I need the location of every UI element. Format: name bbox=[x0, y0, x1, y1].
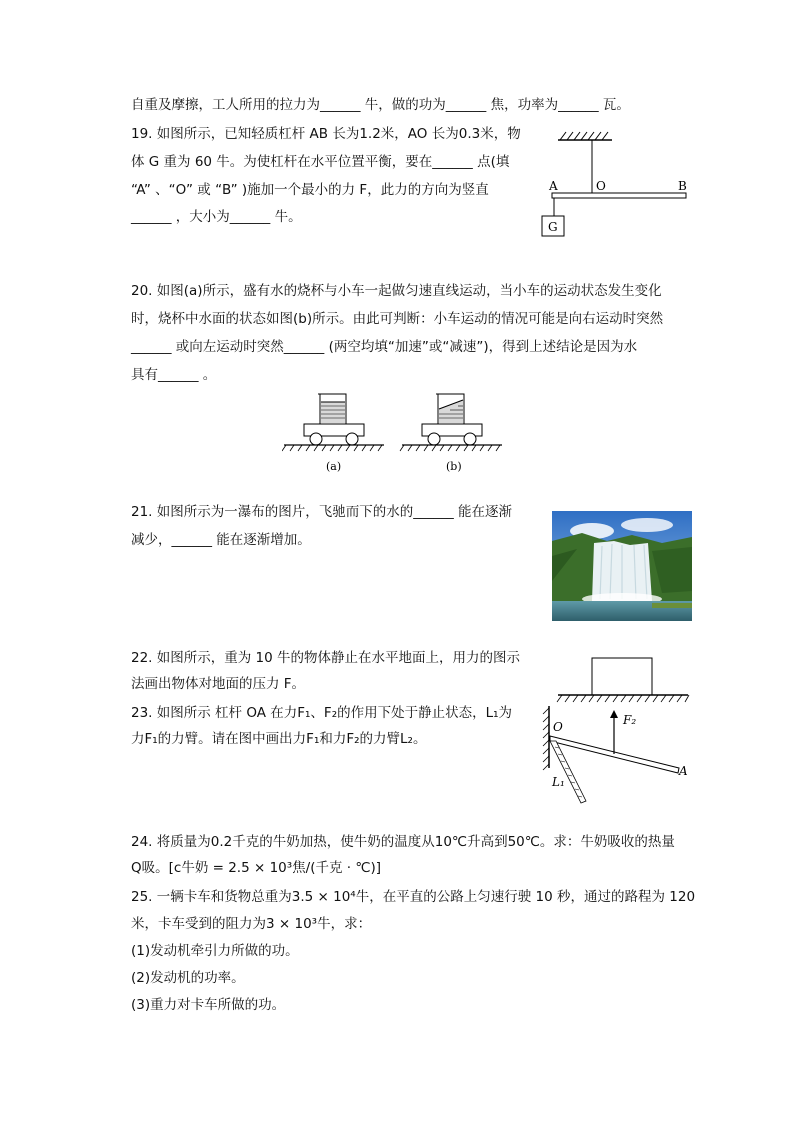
label-a: A bbox=[679, 764, 688, 778]
q23-line1: 23. 如图所示 杠杆 OA 在力F₁、F₂的作用下处于静止状态，L₁为 bbox=[131, 705, 513, 721]
q20-line1: 20. 如图(a)所示，盛有水的烧杯与小车一起做匀速直线运动，当小车的运动状态发生变化 bbox=[131, 283, 662, 299]
q19-line2: 体 G 重为 60 牛。为使杠杆在水平位置平衡，要在______ 点(填 bbox=[131, 154, 510, 170]
label-a: A bbox=[549, 179, 558, 193]
q25-line1: 25. 一辆卡车和货物总重为3.5 × 10⁴牛，在平直的公路上匀速行驶 10 秒，通过的路程为 120 bbox=[131, 889, 696, 905]
q25-line2: 米，卡车受到的阻力为3 × 10³牛，求： bbox=[131, 916, 372, 932]
q24-line1: 24. 将质量为0.2千克的牛奶加热，使牛奶的温度从10℃升高到50℃。求：牛奶吸收的热量 bbox=[131, 834, 675, 850]
q25-item1: (1)发动机牵引力所做的功。 bbox=[131, 943, 299, 959]
label-o: O bbox=[553, 720, 563, 734]
lever-oa-figure bbox=[540, 704, 700, 806]
q24-line2: Q吸。[c牛奶 = 2.5 × 10³焦/(千克 · ℃)] bbox=[131, 860, 382, 876]
cart-figure-q20 bbox=[282, 388, 504, 476]
lever-figure-q19 bbox=[540, 130, 700, 240]
label-g: G bbox=[548, 220, 558, 234]
label-b: B bbox=[678, 179, 687, 193]
q25-item2: (2)发动机的功率。 bbox=[131, 970, 245, 986]
cart-a bbox=[282, 394, 384, 473]
label-f2: F₂ bbox=[623, 713, 637, 727]
block-on-ground-figure bbox=[556, 655, 692, 703]
label-o: O bbox=[596, 179, 606, 193]
label-l1: L₁ bbox=[552, 775, 565, 789]
q18-line1: 自重及摩擦，工人所用的拉力为______ 牛，做的功为______ 焦，功率为______ 瓦。 bbox=[131, 97, 630, 113]
q23-line2: 力F₁的力臂。请在图中画出力F₁和力F₂的力臂L₂。 bbox=[131, 731, 427, 747]
q20-line4: 具有______ 。 bbox=[131, 367, 217, 383]
q19-line1: 19. 如图所示，已知轻质杠杆 AB 长为1.2米，AO 长为0.3米，物 bbox=[131, 126, 521, 142]
q19-line4: ______ ，大小为______ 牛。 bbox=[131, 209, 302, 225]
q22-line2: 法画出物体对地面的压力 F。 bbox=[131, 676, 306, 692]
cart-b bbox=[400, 394, 502, 473]
q21-line2: 减少，______ 能在逐渐增加。 bbox=[131, 532, 311, 548]
caption-b: (b) bbox=[446, 460, 462, 473]
q19-line3: “A” 、“O” 或 “B” )施加一个最小的力 F，此力的方向为竖直 bbox=[131, 182, 489, 198]
caption-a: (a) bbox=[326, 460, 342, 473]
q21-line1: 21. 如图所示为一瀑布的图片，飞驰而下的水的______ 能在逐渐 bbox=[131, 504, 513, 520]
q25-item3: (3)重力对卡车所做的功。 bbox=[131, 997, 286, 1013]
q20-line2: 时，烧杯中水面的状态如图(b)所示。由此可判断：小车运动的情况可能是向右运动时突然 bbox=[131, 311, 664, 327]
q20-line3: ______ 或向左运动时突然______ (两空均填“加速”或“减速”)，得到上述结论是因为水 bbox=[131, 339, 638, 355]
waterfall-photo bbox=[552, 511, 692, 621]
q22-line1: 22. 如图所示，重为 10 牛的物体静止在水平地面上，用力的图示 bbox=[131, 650, 521, 666]
